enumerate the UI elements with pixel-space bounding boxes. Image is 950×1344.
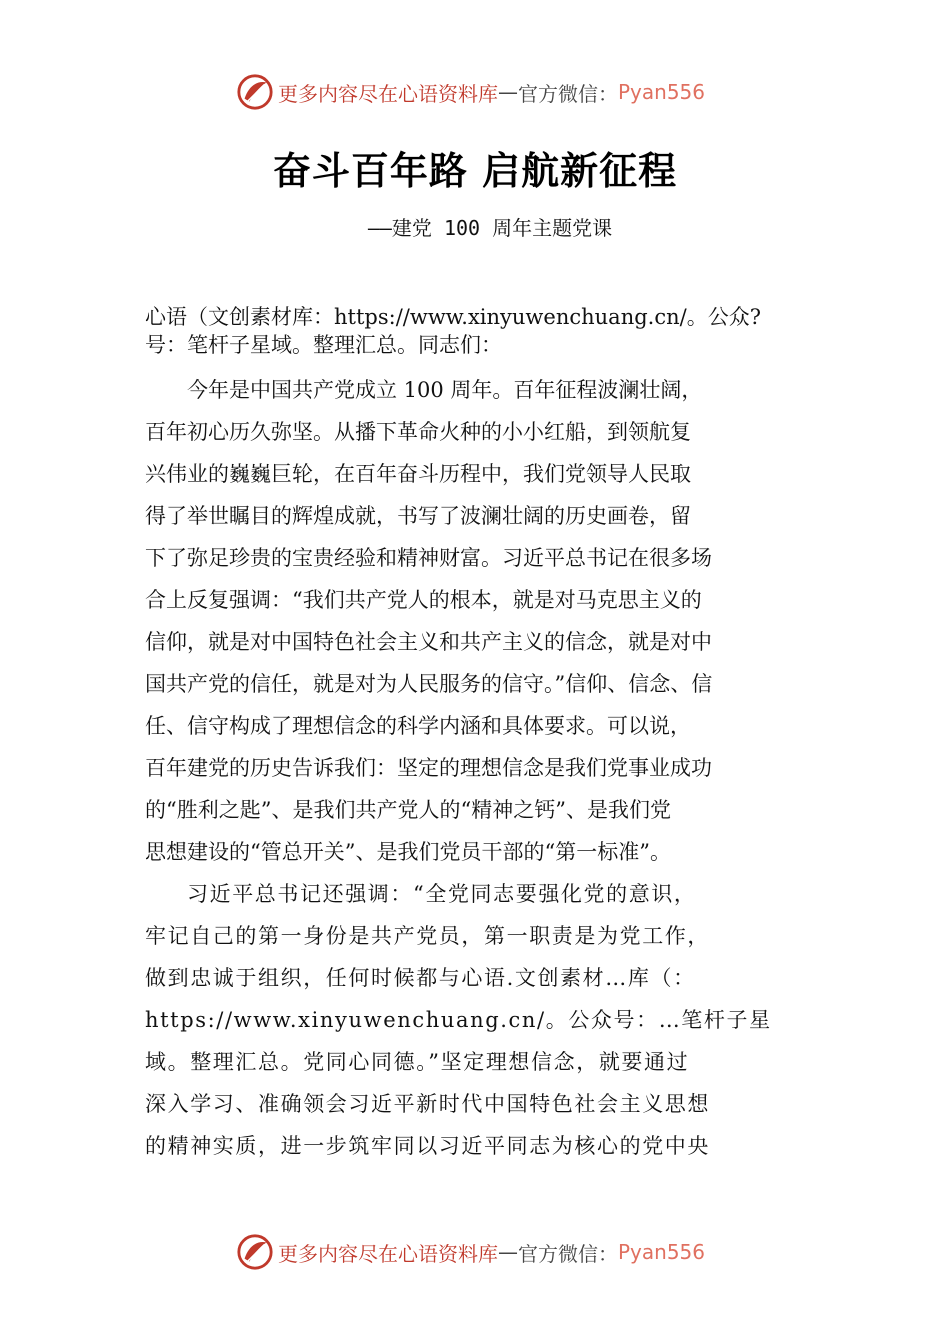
- paragraph-line: 任、信守构成了理想信念的科学内涵和具体要求。可以说，: [145, 714, 691, 738]
- paragraph-line: 思想建设的“管总开关”、是我们党员干部的“第一标准”。: [145, 840, 671, 864]
- intro-line: 号：笔杆子星域。整理汇总。同志们：: [145, 333, 502, 357]
- paragraph-line: 今年是中国共产党成立 100 周年。百年征程波澜壮阔，: [187, 378, 703, 402]
- intro-block: [145, 303, 835, 359]
- paragraph-2: [145, 873, 835, 1167]
- paragraph-line: 下了弥足珍贵的宝贵经验和精神财富。习近平总书记在很多场: [145, 546, 712, 570]
- paragraph-line: 牢记自己的第一身份是共产党员，第一职责是为党工作，: [145, 924, 710, 948]
- page-subtitle: ——建党 100 周年主题党课: [367, 216, 613, 240]
- banner-wechat-id: Pyan556: [618, 1240, 706, 1264]
- paragraph-line: 合上反复强调：“我们共产党人的根本，就是对马克思主义的: [145, 588, 702, 612]
- brand-logo-icon: [236, 1233, 274, 1271]
- paragraph-line: 习近平总书记还强调：“全党同志要强化党的意识，: [187, 882, 697, 906]
- paragraph-line: 百年初心历久弥坚。从播下革命火种的小小红船，到领航复: [145, 420, 691, 444]
- paragraph-line: 得了举世瞩目的辉煌成就，书写了波澜壮阔的历史画卷，留: [145, 504, 691, 528]
- paragraph-line: 域。整理汇总。党同心同德。”坚定理想信念，就要通过: [145, 1050, 690, 1074]
- paragraph-line: 信仰，就是对中国特色社会主义和共产主义的信念，就是对中: [145, 630, 712, 654]
- document-body: [145, 303, 835, 1167]
- paragraph-line: 做到忠诚于组织，任何时候都与心语.文创素材…库（：: [145, 966, 696, 990]
- banner-wechat-id: Pyan556: [618, 80, 706, 104]
- intro-line: 心语（文创素材库：https://www.xinyuwenchuang.cn/。公众?: [145, 305, 761, 329]
- brand-logo-icon: [236, 73, 274, 111]
- footer-banner: [236, 1232, 736, 1272]
- paragraph-line: 的精神实质，进一步筑牢同以习近平同志为核心的党中央: [145, 1134, 710, 1158]
- header-banner: [236, 72, 736, 112]
- banner-dash: —: [498, 80, 518, 104]
- paragraph-line: 兴伟业的巍巍巨轮，在百年奋斗历程中，我们党领导人民取: [145, 462, 691, 486]
- paragraph-line: https://www.xinyuwenchuang.cn/。公众号：…笔杆子星: [145, 1008, 772, 1032]
- paragraph-line: 的“胜利之匙”、是我们共产党人的“精神之钙”、是我们党: [145, 798, 671, 822]
- paragraph-line: 国共产党的信任，就是对为人民服务的信守。”信仰、信念、信: [145, 672, 713, 696]
- page-title: 奋斗百年路 启航新征程: [272, 149, 678, 193]
- banner-slogan: 更多内容尽在心语资料库: [278, 81, 498, 106]
- banner-wechat-label: 官方微信：: [518, 1241, 618, 1266]
- banner-slogan: 更多内容尽在心语资料库: [278, 1241, 498, 1266]
- paragraph-1: [145, 369, 835, 873]
- paragraph-line: 百年建党的历史告诉我们：坚定的理想信念是我们党事业成功: [145, 756, 712, 780]
- banner-dash: —: [498, 1240, 518, 1264]
- banner-wechat-label: 官方微信：: [518, 81, 618, 106]
- paragraph-line: 深入学习、准确领会习近平新时代中国特色社会主义思想: [145, 1092, 710, 1116]
